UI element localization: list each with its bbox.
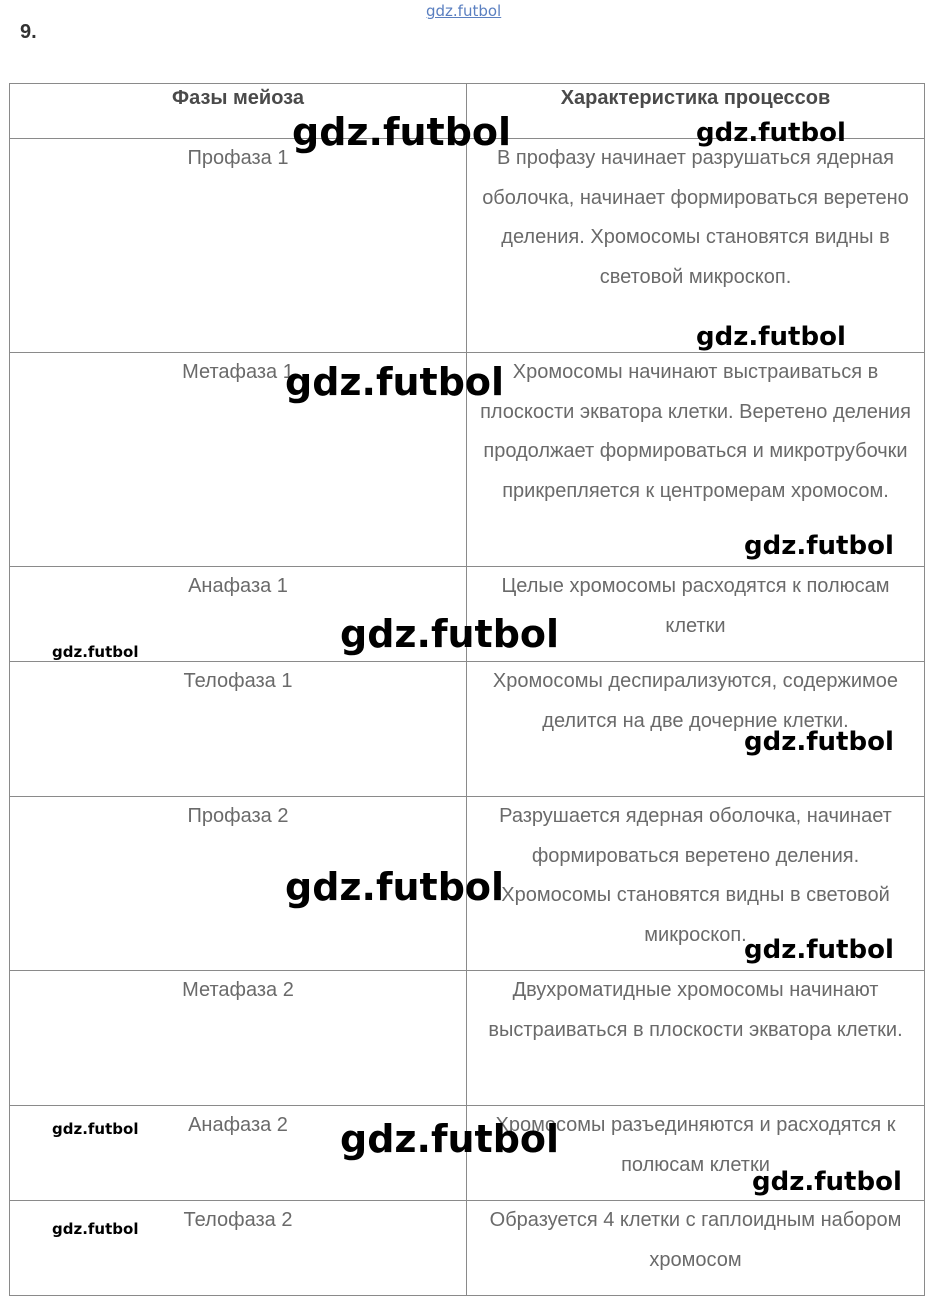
phase-cell: Анафаза 1 bbox=[10, 567, 467, 662]
description-cell: Двухроматидные хромосомы начинают выстраиваться в плоскости экватора клетки. bbox=[467, 971, 925, 1106]
description-cell: Хромосомы деспирализуются, содержимое делится на две дочерние клетки. bbox=[467, 662, 925, 797]
watermark: gdz.futbol bbox=[744, 935, 894, 965]
watermark: gdz.futbol bbox=[285, 360, 505, 404]
description-cell: Хромосомы начинают выстраиваться в плоскости экватора клетки. Веретено деления продолжает формироваться и микротрубочки прикрепляется к центромерам хромосом. bbox=[467, 353, 925, 567]
watermark: gdz.futbol bbox=[696, 118, 846, 148]
phase-cell: Анафаза 2 bbox=[10, 1106, 467, 1201]
description-cell: В профазу начинает разрушаться ядерная оболочка, начинает формироваться веретено деления. Хромосомы становятся видны в световой микроскоп. bbox=[467, 139, 925, 353]
column-header-characteristics: Характеристика процессов bbox=[467, 84, 925, 139]
description-cell: Целые хромосомы расходятся к полюсам клетки bbox=[467, 567, 925, 662]
phase-cell: Метафаза 1 bbox=[10, 353, 467, 567]
watermark: gdz.futbol bbox=[52, 643, 139, 661]
watermark: gdz.futbol bbox=[744, 727, 894, 757]
watermark: gdz.futbol bbox=[52, 1120, 139, 1138]
column-header-phases: Фазы мейоза bbox=[10, 84, 467, 139]
meiosis-table bbox=[9, 83, 925, 1296]
site-link[interactable]: gdz.futbol bbox=[426, 2, 502, 20]
phase-cell: Телофаза 1 bbox=[10, 662, 467, 797]
phase-cell: Телофаза 2 bbox=[10, 1201, 467, 1296]
phase-cell: Профаза 2 bbox=[10, 797, 467, 971]
description-cell: Хромосомы разъединяются и расходятся к полюсам клетки bbox=[467, 1106, 925, 1201]
phase-cell: Метафаза 2 bbox=[10, 971, 467, 1106]
watermark: gdz.futbol bbox=[292, 110, 512, 154]
table-row bbox=[10, 971, 925, 1106]
watermark: gdz.futbol bbox=[52, 1220, 139, 1238]
watermark: gdz.futbol bbox=[744, 531, 894, 561]
watermark: gdz.futbol bbox=[340, 612, 560, 656]
description-cell: Образуется 4 клетки с гаплоидным набором хромосом bbox=[467, 1201, 925, 1296]
watermark: gdz.futbol bbox=[696, 322, 846, 352]
watermark: gdz.futbol bbox=[285, 865, 505, 909]
task-number: 9. bbox=[20, 21, 37, 43]
watermark: gdz.futbol bbox=[752, 1167, 902, 1197]
table-row bbox=[10, 139, 925, 353]
watermark: gdz.futbol bbox=[340, 1117, 560, 1161]
description-cell: Разрушается ядерная оболочка, начинает формироваться веретено деления. Хромосомы становятся видны в световой микроскоп. bbox=[467, 797, 925, 971]
table-row bbox=[10, 1201, 925, 1296]
phase-cell: Профаза 1 bbox=[10, 139, 467, 353]
